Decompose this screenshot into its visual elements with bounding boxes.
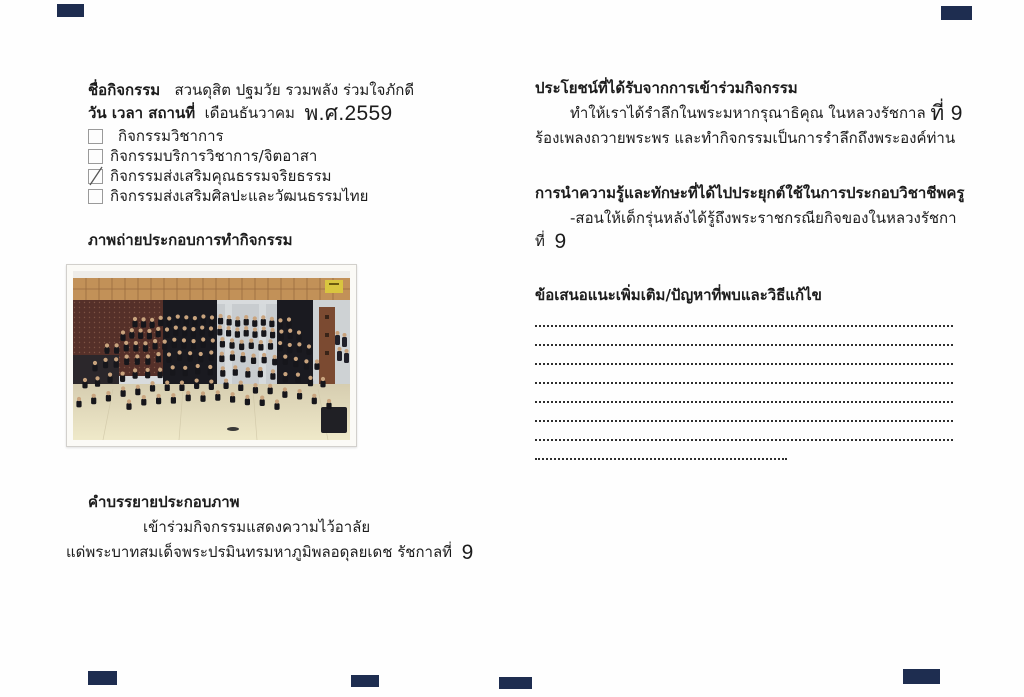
benefits-line1-text: ทำให้เราได้รำลึกในพระมหากรุณาธิคุณ ในหลวงรัชกาล	[570, 104, 926, 122]
answer-dotted-line	[535, 422, 953, 441]
activity-checkbox-row	[88, 126, 368, 146]
apply-line2-text: ที่	[535, 232, 545, 250]
benefits-line2: ร้องเพลงถวายพระพร และทำกิจกรรมเป็นการรำลึกถึงพระองค์ท่าน	[535, 129, 956, 147]
answer-dotted-line	[535, 327, 953, 346]
datetime-line	[88, 101, 392, 126]
activity-type-checklist	[88, 126, 368, 206]
scan-mark	[499, 677, 532, 689]
caption-line2-number: 9	[461, 541, 474, 564]
activity-name-value: สวนดุสิต ปฐมวัย รวมพลัง ร่วมใจภักดี	[174, 81, 415, 99]
activity-checkbox-row	[88, 166, 368, 186]
answer-dotted-line	[535, 365, 953, 384]
answer-dotted-line	[535, 384, 953, 403]
checkbox[interactable]	[88, 149, 103, 164]
activity-name-label: ชื่อกิจกรรม	[88, 81, 161, 99]
datetime-value: เดือนธันวาคม	[204, 104, 295, 122]
answer-lines-area	[535, 308, 953, 460]
answer-dotted-line	[535, 403, 953, 422]
answer-dotted-line-short	[535, 441, 787, 460]
benefits-line1-number: ที่ 9	[930, 102, 963, 125]
checkbox-label: กิจกรรมส่งเสริมศิลปะและวัฒนธรรมไทย	[110, 187, 369, 205]
scan-mark	[903, 669, 940, 684]
checkbox[interactable]	[88, 129, 103, 144]
checkbox[interactable]	[88, 189, 103, 204]
activity-name-line	[88, 78, 414, 103]
apply-heading: การนำความรู้และทักษะที่ได้ไปประยุกต์ใช้ในการประกอบวิชาชีพครู	[535, 184, 965, 202]
apply-line1: -สอนให้เด็กรุ่นหลังได้รู้ถึงพระราชกรณียกิจของในหลวงรัชกา	[570, 209, 957, 227]
checkbox[interactable]	[88, 169, 103, 184]
photo-section-heading: ภาพถ่ายประกอบการทำกิจกรรม	[88, 231, 293, 249]
caption-block	[66, 490, 506, 565]
scan-mark	[351, 675, 379, 687]
scan-mark	[941, 6, 972, 20]
checkbox-label: กิจกรรมบริการวิชาการ/จิตอาสา	[110, 147, 318, 165]
datetime-label: วัน เวลา สถานที่	[88, 104, 196, 122]
suggestions-heading: ข้อเสนอแนะเพิ่มเติม/ปัญหาที่พบและวิธีแก้ไข	[535, 286, 822, 304]
apply-line2	[535, 229, 566, 254]
checkbox-label: กิจกรรมวิชาการ	[118, 127, 224, 145]
caption-line2	[66, 540, 506, 565]
apply-line2-number: 9	[554, 230, 567, 253]
scan-mark	[57, 4, 84, 17]
yellow-sign	[325, 280, 343, 293]
benefits-heading: ประโยชน์ที่ได้รับจากการเข้าร่วมกิจกรรม	[535, 79, 798, 97]
checkbox-label: กิจกรรมส่งเสริมคุณธรรมจริยธรรม	[110, 167, 332, 185]
answer-dotted-line	[535, 346, 953, 365]
caption-line2-text: แด่พระบาทสมเด็จพระปรมินทรมหาภูมิพลอดุลยเดช รัชกาลที่	[66, 543, 453, 561]
activity-checkbox-row	[88, 186, 368, 206]
caption-line1: เข้าร่วมกิจกรรมแสดงความไว้อาลัย	[143, 518, 371, 536]
benefits-line1	[570, 101, 963, 126]
datetime-year: พ.ศ.2559	[304, 102, 393, 125]
check-slash-icon	[88, 166, 105, 186]
group-photo-illustration	[73, 271, 350, 440]
activity-checkbox-row	[88, 146, 368, 166]
answer-dotted-line	[535, 308, 953, 327]
caption-heading: คำบรรยายประกอบภาพ	[88, 493, 240, 511]
scan-mark	[88, 671, 117, 685]
activity-photo	[66, 264, 357, 447]
